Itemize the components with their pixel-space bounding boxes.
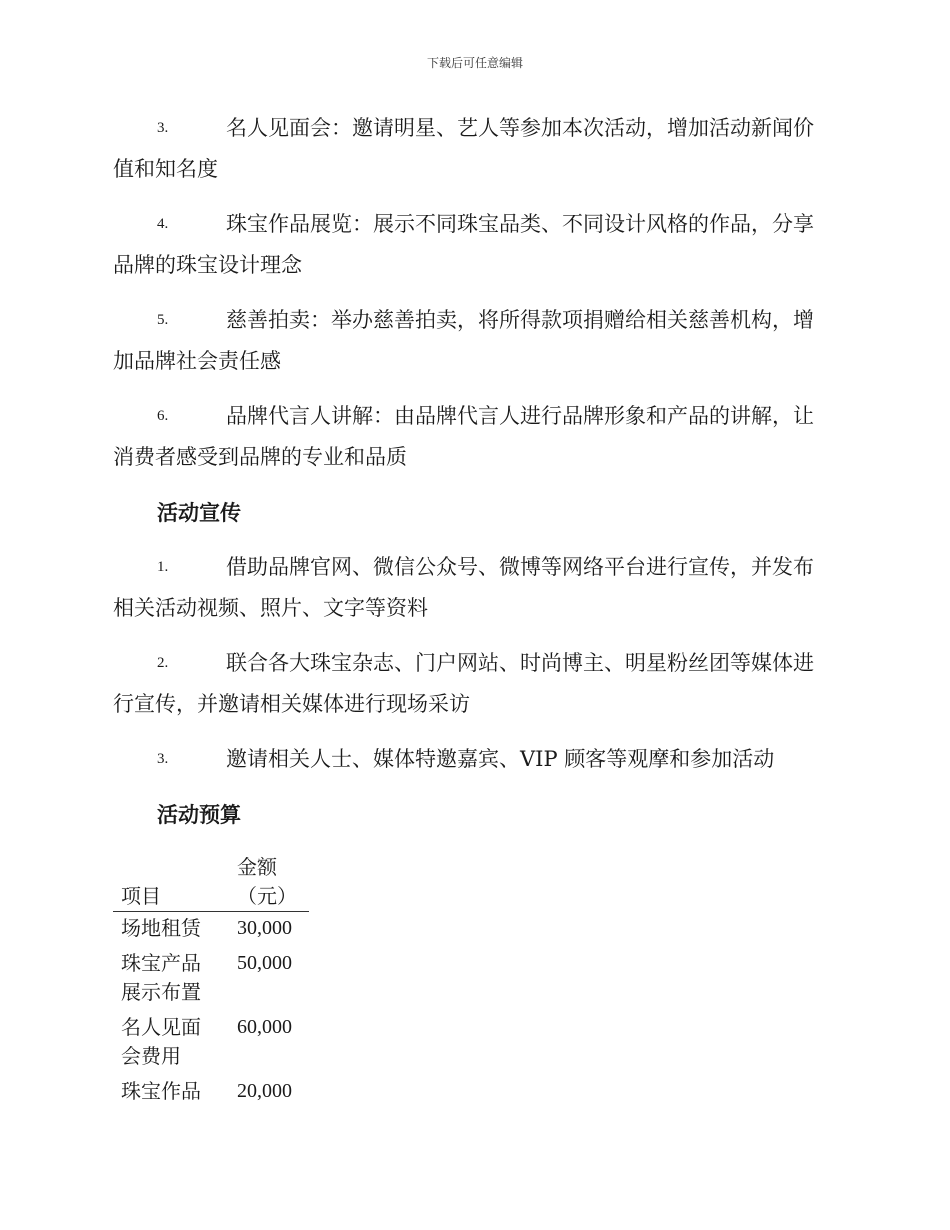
list-item-activity-3 bbox=[113, 108, 833, 190]
list-number: 1. bbox=[157, 559, 169, 575]
item-name: 珠宝产品 bbox=[121, 951, 201, 975]
list-item-publicity-1 bbox=[113, 547, 833, 629]
list-number: 5. bbox=[157, 312, 169, 328]
list-item-activity-6 bbox=[113, 396, 833, 478]
table-header-row bbox=[113, 853, 309, 912]
list-text-continued: 消费者感受到品牌的专业和品质 bbox=[113, 445, 407, 469]
list-number: 2. bbox=[157, 655, 169, 671]
list-text-continued: 相关活动视频、照片、文字等资料 bbox=[113, 596, 428, 620]
list-item-activity-4 bbox=[113, 204, 833, 286]
cell-amount: 60,000 bbox=[237, 1016, 292, 1038]
list-number: 3. bbox=[157, 751, 169, 767]
list-item-publicity-3 bbox=[113, 739, 833, 780]
item-name-continued: 会费用 bbox=[121, 1044, 181, 1068]
cell-item bbox=[113, 1075, 229, 1110]
list-number: 6. bbox=[157, 408, 169, 424]
column-header-amount-line1: 金额 bbox=[237, 855, 277, 879]
page-header: 下载后可任意编辑 bbox=[426, 56, 523, 70]
list-text: 邀请相关人士、媒体特邀嘉宾、VIP 顾客等观摩和参加活动 bbox=[226, 747, 775, 771]
table-row bbox=[113, 912, 309, 948]
list-text: 借助品牌官网、微信公众号、微博等网络平台进行宣传，并发布 bbox=[226, 555, 814, 579]
column-header-amount-line2: （元） bbox=[237, 884, 297, 908]
list-text: 珠宝作品展览：展示不同珠宝品类、不同设计风格的作品，分享 bbox=[226, 212, 814, 236]
list-text-continued: 行宣传，并邀请相关媒体进行现场采访 bbox=[113, 692, 470, 716]
column-header-amount bbox=[229, 853, 309, 912]
list-item-publicity-2 bbox=[113, 643, 833, 725]
list-item-activity-5 bbox=[113, 300, 833, 382]
list-text: 联合各大珠宝杂志、门户网站、时尚博主、明星粉丝团等媒体进 bbox=[226, 651, 814, 675]
list-text-continued: 加品牌社会责任感 bbox=[113, 349, 281, 373]
cell-item bbox=[113, 1011, 229, 1075]
item-name: 场地租赁 bbox=[121, 916, 201, 940]
table-row bbox=[113, 947, 309, 1011]
budget-table bbox=[113, 853, 309, 1110]
list-text-continued: 值和知名度 bbox=[113, 157, 218, 181]
cell-amount: 30,000 bbox=[237, 917, 292, 939]
document-body bbox=[113, 108, 833, 1110]
table-row bbox=[113, 1075, 309, 1110]
table-row bbox=[113, 1011, 309, 1075]
cell-amount: 50,000 bbox=[237, 952, 292, 974]
section-heading-budget: 活动预算 bbox=[157, 802, 241, 827]
item-name: 珠宝作品 bbox=[121, 1079, 201, 1103]
cell-item bbox=[113, 912, 229, 948]
list-number: 3. bbox=[157, 120, 169, 136]
item-name-continued: 展示布置 bbox=[121, 980, 201, 1004]
list-text-continued: 品牌的珠宝设计理念 bbox=[113, 253, 302, 277]
column-header-item: 项目 bbox=[113, 853, 229, 912]
list-text: 名人见面会：邀请明星、艺人等参加本次活动，增加活动新闻价 bbox=[226, 116, 814, 140]
list-text: 慈善拍卖：举办慈善拍卖，将所得款项捐赠给相关慈善机构，增 bbox=[226, 308, 814, 332]
cell-item bbox=[113, 947, 229, 1011]
list-text: 品牌代言人讲解：由品牌代言人进行品牌形象和产品的讲解，让 bbox=[226, 404, 814, 428]
list-number: 4. bbox=[157, 216, 169, 232]
item-name: 名人见面 bbox=[121, 1015, 201, 1039]
section-heading-publicity: 活动宣传 bbox=[157, 500, 241, 525]
cell-amount: 20,000 bbox=[237, 1080, 292, 1102]
